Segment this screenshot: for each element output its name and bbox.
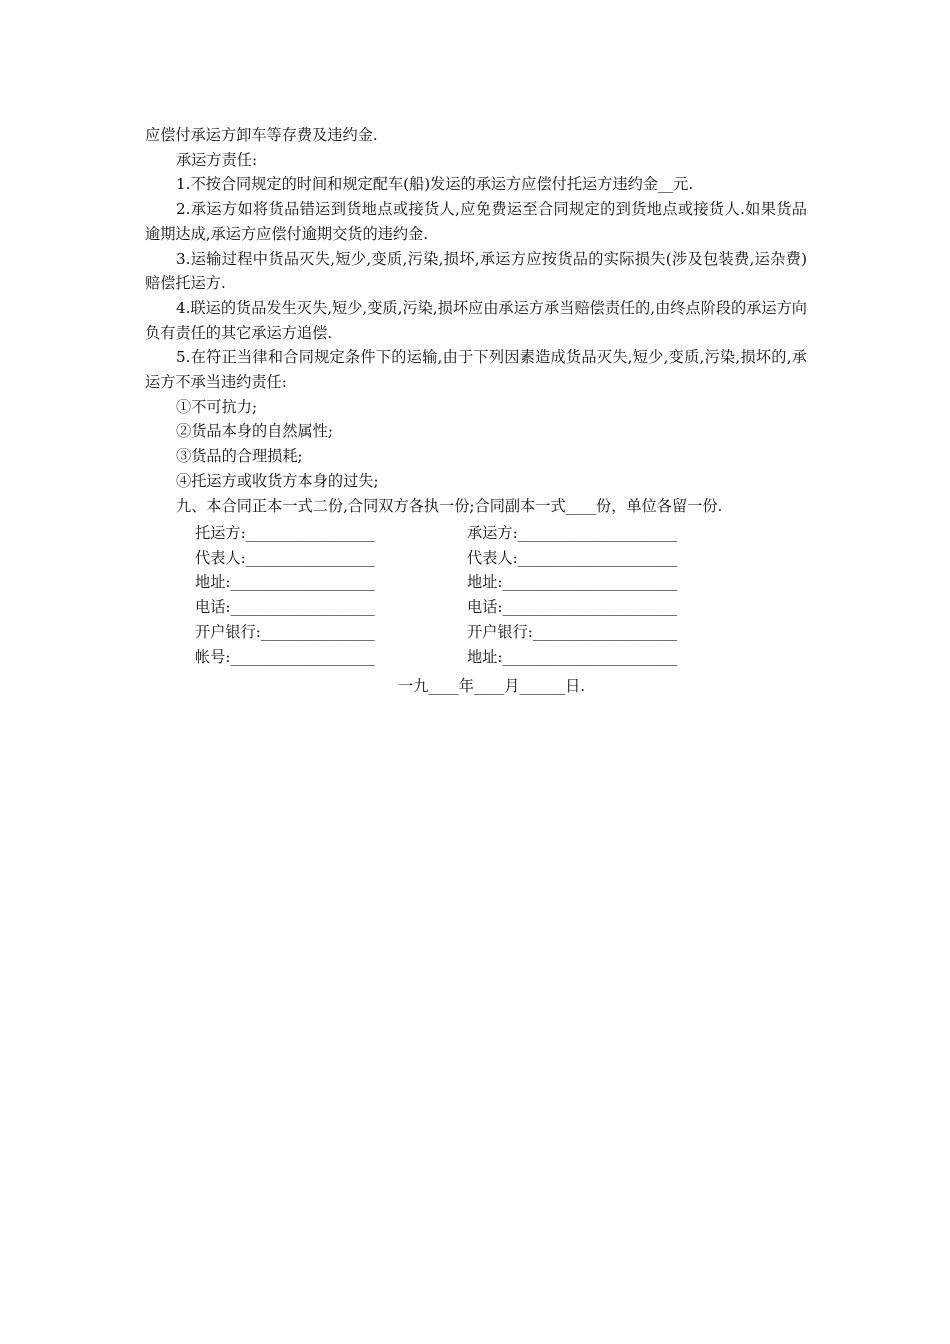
carrier-address-field: 地址:_______________________: [467, 573, 678, 592]
signature-row: [195, 570, 727, 595]
signature-row: [195, 645, 727, 670]
carrier-address-field-2: 地址:_______________________: [467, 647, 678, 666]
signature-row: [195, 546, 727, 571]
clause-3: 3.运输过程中货品灭失,短少,变质,污染,损坏,承运方应按货品的实际损失(涉及包装费,运杂费)赔偿托运方.: [145, 249, 807, 293]
carrier-field: 承运方:_____________________: [467, 524, 678, 542]
exemption-item-4: ④托运方或收货方本身的过失;: [176, 471, 379, 490]
signature-block: [195, 521, 727, 669]
clause-9-copies: 九、本合同正本一式二份,合同双方各执一份;合同副本一式____份，单位各留一份.: [176, 496, 723, 515]
exemption-item-1: ①不可抗力;: [176, 397, 258, 416]
shipper-bank-field: 开户银行:_______________: [195, 622, 375, 641]
carrier-bank-field: 开户银行:___________________: [467, 622, 678, 641]
carrier-phone-field: 电话:_______________________: [467, 598, 678, 617]
date-line: 一九____年____月______日.: [398, 677, 586, 695]
exemption-item-3: ③货品的合理损耗;: [176, 447, 303, 466]
clause-2: 2.承运方如将货品错运到货地点或接货人,应免费运至合同规定的到货地点或接货人.如果货品逾期达成,承运方应偿付逾期交货的违约金.: [145, 200, 807, 243]
paragraph-penalty-continuation: 应偿付承运方卸车等存费及违约金.: [145, 126, 378, 144]
signature-row: [195, 521, 727, 546]
shipper-representative-field: 代表人:_________________: [195, 548, 375, 567]
clause-4: 4.联运的货品发生灭失,短少,变质,污染,损坏应由承运方承当赔偿责任的,由终点阶段的承运方向负有责任的其它承运方追偿.: [145, 298, 807, 342]
shipper-account-field: 帐号:___________________: [195, 647, 375, 666]
shipper-address-field: 地址:___________________: [195, 573, 375, 592]
contract-body: [145, 123, 807, 518]
signature-row: [195, 620, 727, 645]
shipper-phone-field: 电话:___________________: [195, 598, 375, 617]
carrier-representative-field: 代表人:_____________________: [467, 548, 678, 567]
clause-1: 1.不按合同规定的时间和规定配车(船)发运的承运方应偿付托运方违约金__元.: [176, 175, 694, 194]
clause-5: 5.在符正当律和合同规定条件下的运输,由于下列因素造成货品灭失,短少,变质,污染,损坏的,承运方不承当违约责任:: [145, 348, 807, 392]
exemption-item-2: ②货品本身的自然属性;: [176, 422, 333, 441]
shipper-field: 托运方:_________________: [195, 524, 375, 542]
heading-carrier-responsibility: 承运方责任:: [176, 150, 258, 169]
signature-row: [195, 595, 727, 620]
